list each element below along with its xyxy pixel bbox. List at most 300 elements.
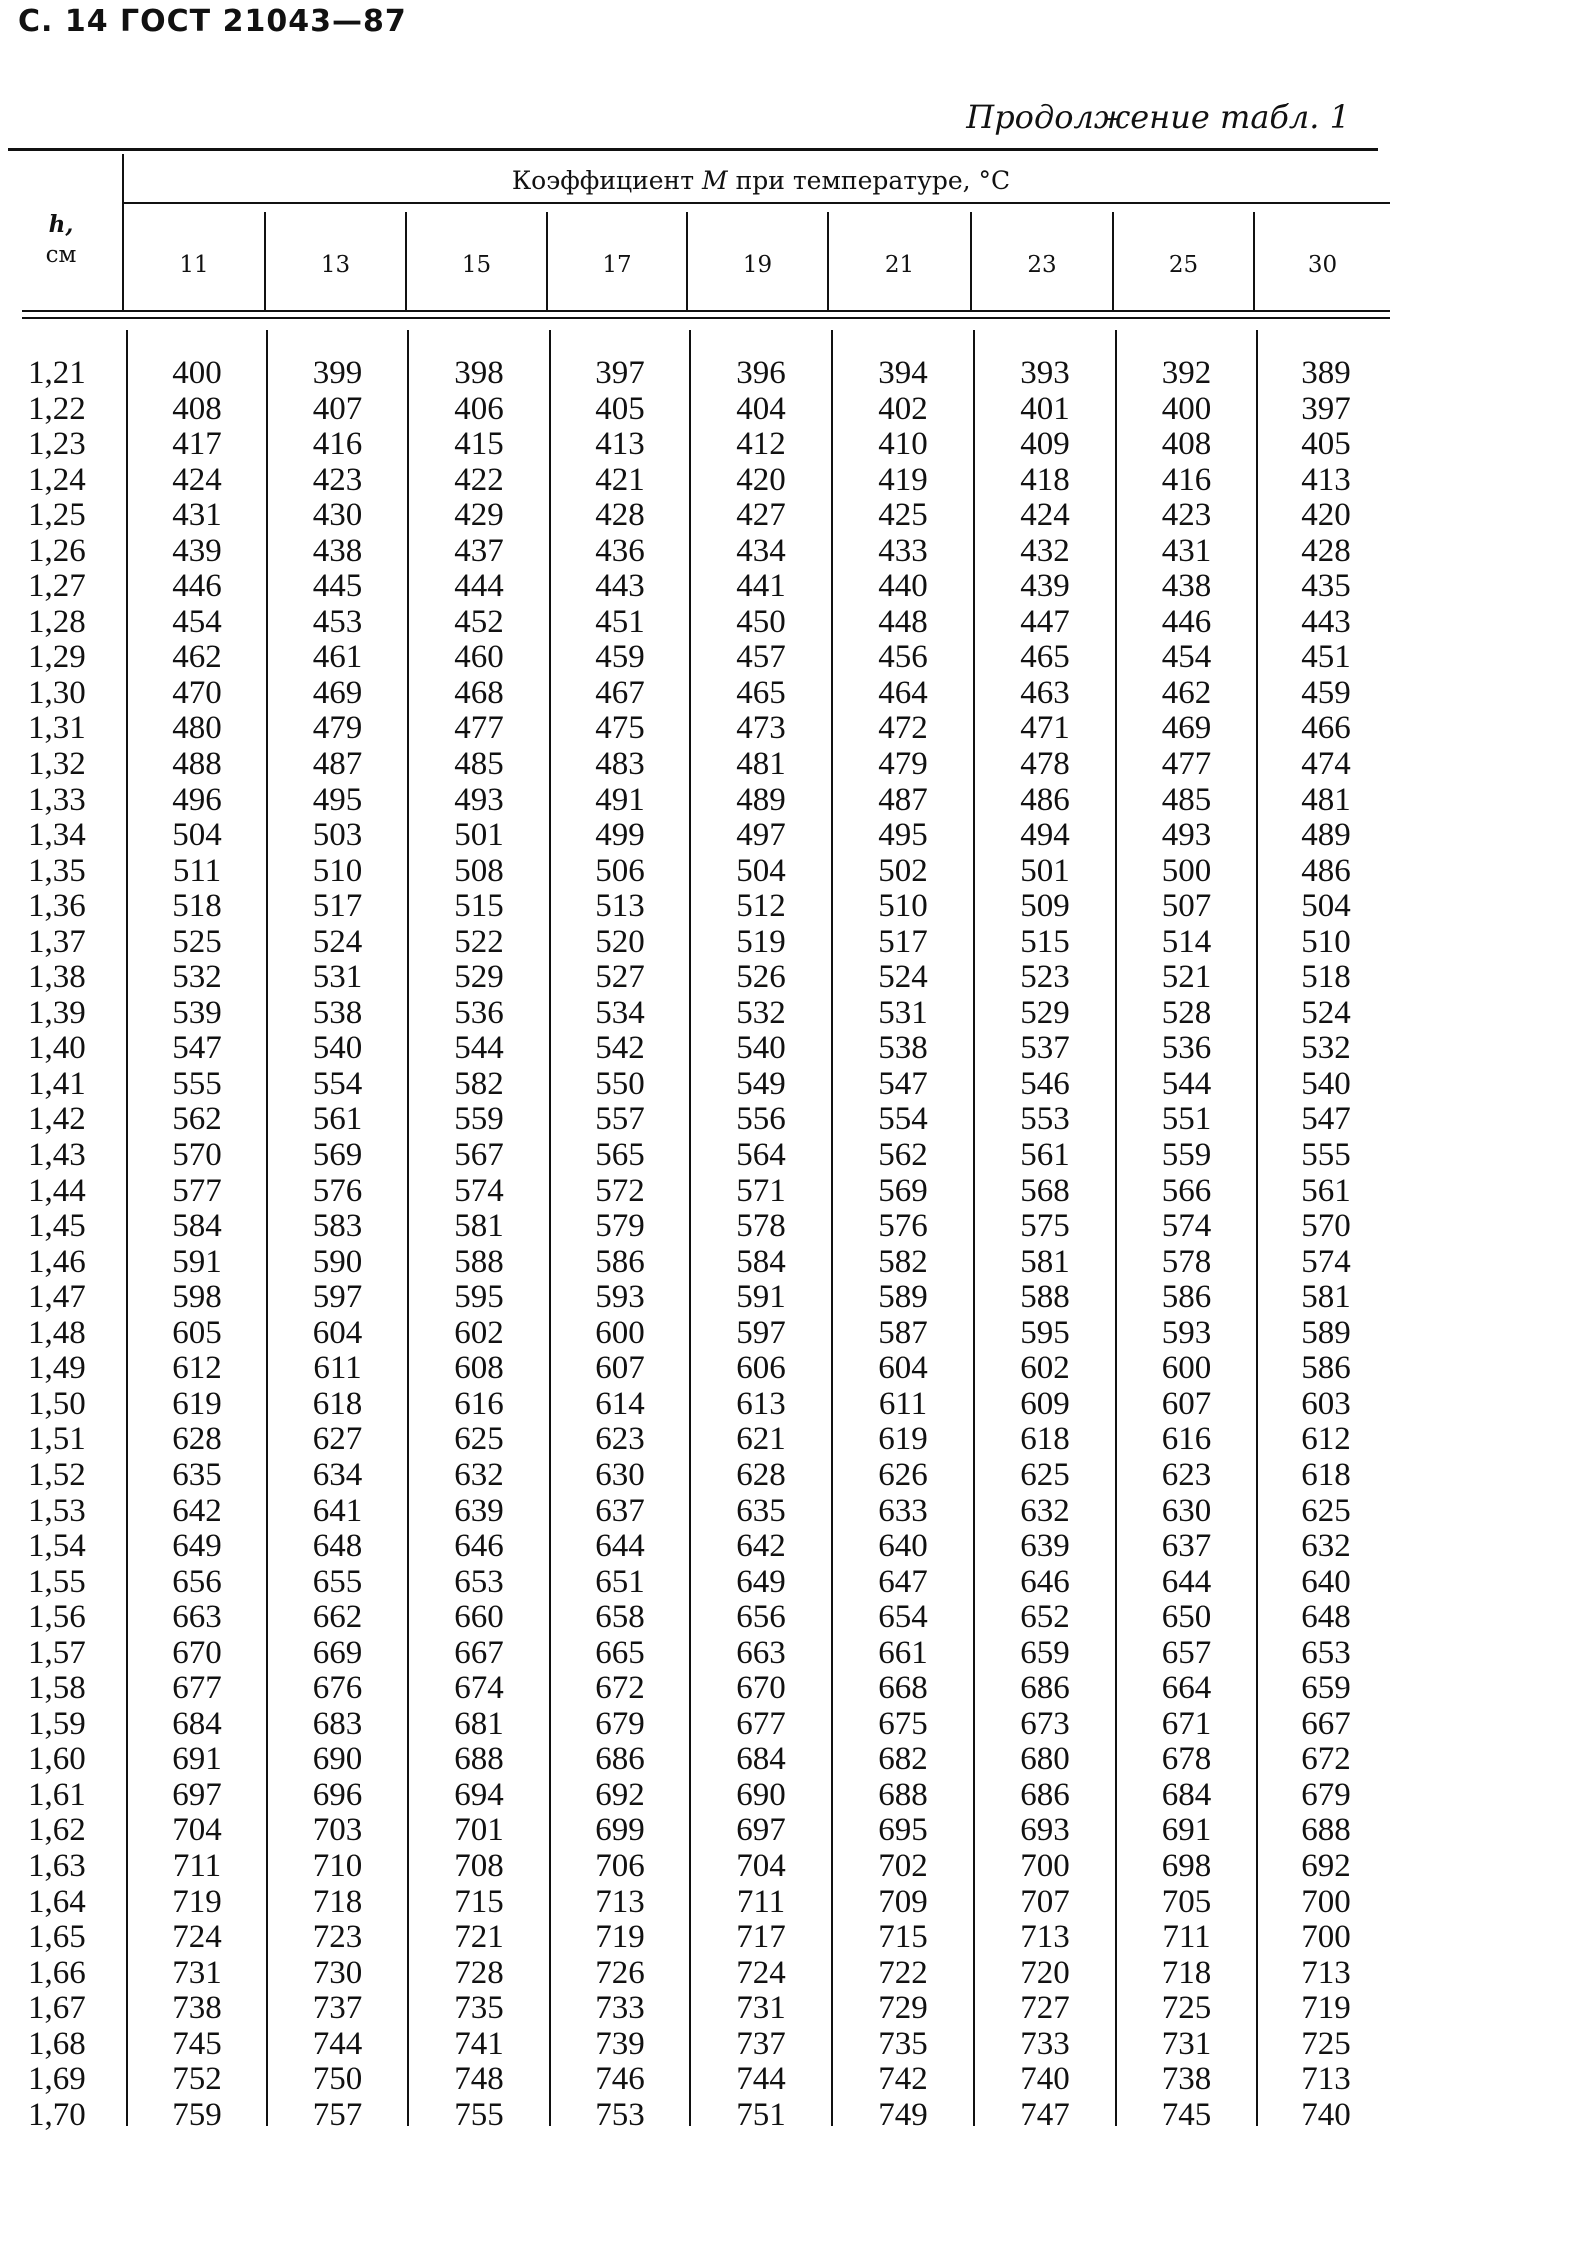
m-value-cell: 583 [312,1208,363,1245]
m-value-cell: 737 [736,2025,786,2062]
caption-prefix: Коэффициент [511,166,703,195]
m-value-cell: 559 [454,1101,504,1138]
m-value-cell: 589 [1301,1314,1351,1351]
m-value-cell: 509 [1020,888,1070,925]
m-value-cell: 715 [878,1919,928,1956]
m-value-cell: 739 [595,2025,645,2062]
m-value-cell: 527 [595,959,645,996]
m-value-cell: 439 [172,532,222,569]
m-value-cell: 745 [172,2025,222,2062]
m-value-cell: 501 [454,817,504,854]
m-value-cell: 526 [736,959,786,996]
m-value-cell: 528 [1161,994,1212,1031]
m-value-cell: 719 [595,1919,645,1956]
m-value-cell: 635 [172,1456,222,1493]
h-value-cell: 1,40 [28,1030,86,1067]
m-value-cell: 630 [1161,1492,1212,1529]
m-value-cell: 740 [1301,2096,1351,2133]
m-value-cell: 450 [736,603,786,640]
m-value-cell: 572 [595,1172,645,1209]
m-value-cell: 742 [878,2061,928,2098]
m-value-cell: 503 [312,817,363,854]
m-value-cell: 749 [878,2096,928,2133]
m-value-cell: 695 [878,1812,928,1849]
m-value-cell: 557 [595,1101,645,1138]
m-value-cell: 711 [1162,1919,1211,1956]
m-value-cell: 582 [878,1243,928,1280]
m-value-cell: 581 [1020,1243,1070,1280]
m-value-cell: 606 [736,1350,786,1387]
h-value-cell: 1,62 [28,1812,86,1849]
m-value-cell: 711 [172,1847,222,1884]
h-value-cell: 1,64 [28,1883,86,1920]
h-value-cell: 1,65 [28,1919,86,1956]
m-value-cell: 518 [172,888,222,925]
m-value-cell: 642 [172,1492,222,1529]
h-value-cell: 1,27 [28,568,86,605]
m-value-cell: 697 [736,1812,786,1849]
m-value-cell: 569 [312,1137,363,1174]
m-value-cell: 690 [312,1741,363,1778]
m-value-cell: 412 [736,426,786,463]
m-value-cell: 574 [1161,1208,1212,1245]
m-value-cell: 640 [878,1528,928,1565]
m-value-cell: 591 [736,1279,786,1316]
m-value-cell: 738 [172,1990,222,2027]
m-value-cell: 691 [1161,1812,1212,1849]
m-value-cell: 534 [595,994,645,1031]
m-value-cell: 637 [595,1492,645,1529]
m-value-cell: 637 [1161,1528,1212,1565]
m-value-cell: 464 [878,674,928,711]
m-value-cell: 649 [736,1563,786,1600]
m-value-cell: 510 [878,888,928,925]
m-value-cell: 446 [1161,603,1212,640]
m-value-cell: 459 [595,639,645,676]
h-value-cell: 1,58 [28,1670,86,1707]
h-value-cell: 1,33 [28,781,86,818]
m-value-cell: 519 [736,923,786,960]
m-value-cell: 660 [454,1599,504,1636]
m-value-cell: 717 [736,1919,786,1956]
table-continuation-label: Продолжение табл. 1 [966,98,1350,136]
m-value-cell: 477 [454,710,504,747]
m-value-cell: 744 [312,2025,363,2062]
h-value-cell: 1,53 [28,1492,86,1529]
h-value-cell: 1,23 [28,426,86,463]
m-value-cell: 424 [172,461,222,498]
m-value-cell: 676 [312,1670,363,1707]
m-value-cell: 587 [878,1314,928,1351]
m-value-cell: 708 [454,1847,504,1884]
m-value-cell: 422 [454,461,504,498]
m-value-cell: 688 [1301,1812,1351,1849]
m-value-cell: 488 [172,746,222,783]
m-value-cell: 524 [1301,994,1351,1031]
m-value-cell: 576 [312,1172,363,1209]
m-value-cell: 465 [1020,639,1070,676]
temperature-header: 21 [884,252,915,278]
m-value-cell: 575 [1020,1208,1070,1245]
m-value-cell: 540 [736,1030,786,1067]
m-value-cell: 729 [878,1990,928,2027]
m-value-cell: 448 [878,603,928,640]
h-value-cell: 1,26 [28,532,86,569]
m-value-cell: 713 [1301,1954,1351,1991]
m-value-cell: 410 [878,426,928,463]
h-value-cell: 1,30 [28,674,86,711]
m-value-cell: 549 [736,1065,786,1102]
m-value-cell: 540 [312,1030,363,1067]
m-value-cell: 413 [1301,461,1351,498]
m-values-column-19 [691,356,831,2133]
h-value-cell: 1,38 [28,959,86,996]
m-value-cell: 515 [454,888,504,925]
m-value-cell: 429 [454,497,504,534]
h-value-cell: 1,63 [28,1847,86,1884]
m-value-cell: 675 [878,1705,928,1742]
m-value-cell: 405 [595,390,645,427]
m-value-cell: 454 [172,603,222,640]
m-value-cell: 523 [1020,959,1070,996]
m-value-cell: 431 [1161,532,1212,569]
m-value-cell: 579 [595,1208,645,1245]
m-value-cell: 625 [1020,1456,1070,1493]
m-value-cell: 626 [878,1456,928,1493]
m-value-cell: 538 [878,1030,928,1067]
h-value-cell: 1,41 [28,1065,86,1102]
h-value-cell: 1,59 [28,1705,86,1742]
m-value-cell: 525 [172,923,222,960]
m-value-cell: 647 [878,1563,928,1600]
m-value-cell: 428 [595,497,645,534]
m-value-cell: 602 [1020,1350,1070,1387]
m-value-cell: 502 [878,852,928,889]
m-value-cell: 702 [878,1847,928,1884]
m-value-cell: 691 [172,1741,222,1778]
m-value-cell: 670 [172,1634,222,1671]
h-value-cell: 1,70 [28,2096,86,2133]
m-value-cell: 686 [595,1741,645,1778]
m-value-cell: 465 [736,674,786,711]
m-value-cell: 562 [878,1137,928,1174]
m-value-cell: 477 [1161,746,1212,783]
m-value-cell: 569 [878,1172,928,1209]
m-value-cell: 688 [878,1776,928,1813]
m-value-cell: 427 [736,497,786,534]
m-value-cell: 677 [172,1670,222,1707]
m-value-cell: 641 [312,1492,363,1529]
m-value-cell: 719 [172,1883,222,1920]
m-value-cell: 582 [454,1065,504,1102]
m-value-cell: 621 [736,1421,786,1458]
m-value-cell: 479 [312,710,363,747]
temperature-header: 30 [1307,252,1338,278]
m-value-cell: 741 [454,2025,504,2062]
m-value-cell: 536 [1161,1030,1212,1067]
m-value-cell: 692 [1301,1847,1351,1884]
temperature-header: 15 [461,252,492,278]
m-value-cell: 531 [878,994,928,1031]
m-value-cell: 521 [1161,959,1212,996]
m-value-cell: 648 [312,1528,363,1565]
m-value-cell: 735 [454,1990,504,2027]
h-value-cell: 1,37 [28,923,86,960]
m-value-cell: 700 [1020,1847,1070,1884]
m-value-cell: 664 [1161,1670,1212,1707]
m-value-cell: 497 [736,817,786,854]
m-value-cell: 407 [312,390,363,427]
m-value-cell: 581 [454,1208,504,1245]
m-value-cell: 494 [1020,817,1070,854]
m-value-cell: 510 [1301,923,1351,960]
m-value-cell: 748 [454,2061,504,2098]
m-value-cell: 667 [1301,1705,1351,1742]
m-value-cell: 633 [878,1492,928,1529]
m-values-column-30 [1258,356,1394,2133]
m-value-cell: 515 [1020,923,1070,960]
m-value-cell: 755 [454,2096,504,2133]
m-value-cell: 532 [1301,1030,1351,1067]
m-value-cell: 554 [878,1101,928,1138]
m-value-cell: 418 [1020,461,1070,498]
m-value-cell: 438 [312,532,363,569]
m-value-cell: 431 [172,497,222,534]
m-value-cell: 416 [1161,461,1212,498]
m-value-cell: 750 [312,2061,363,2098]
m-value-cell: 669 [312,1634,363,1671]
m-value-cell: 544 [454,1030,504,1067]
m-value-cell: 613 [736,1385,786,1422]
m-value-cell: 600 [595,1314,645,1351]
m-value-cell: 506 [595,852,645,889]
m-value-cell: 459 [1301,674,1351,711]
m-value-cell: 680 [1020,1741,1070,1778]
m-value-cell: 586 [595,1243,645,1280]
m-value-cell: 584 [736,1243,786,1280]
m-value-cell: 443 [1301,603,1351,640]
m-value-cell: 571 [736,1172,786,1209]
m-value-cell: 402 [878,390,928,427]
m-value-cell: 682 [878,1741,928,1778]
m-value-cell: 417 [172,426,222,463]
m-value-cell: 550 [595,1065,645,1102]
m-value-cell: 597 [312,1279,363,1316]
m-value-cell: 759 [172,2096,222,2133]
m-value-cell: 546 [1020,1065,1070,1102]
h-value-cell: 1,46 [28,1243,86,1280]
m-value-cell: 539 [172,994,222,1031]
temperature-header: 19 [742,252,773,278]
m-value-cell: 684 [172,1705,222,1742]
m-value-cell: 635 [736,1492,786,1529]
m-value-cell: 694 [454,1776,504,1813]
m-value-cell: 649 [172,1528,222,1565]
m-values-column-15 [409,356,549,2133]
m-value-cell: 586 [1301,1350,1351,1387]
h-column-separator [122,154,124,310]
m-value-cell: 495 [878,817,928,854]
m-value-cell: 460 [454,639,504,676]
m-value-cell: 472 [878,710,928,747]
m-value-cell: 562 [172,1101,222,1138]
m-value-cell: 406 [454,390,504,427]
m-value-cell: 710 [312,1847,363,1884]
m-value-cell: 485 [1161,781,1212,818]
m-value-cell: 713 [1020,1919,1070,1956]
m-value-cell: 584 [172,1208,222,1245]
m-values-column-11 [128,356,266,2133]
m-value-cell: 524 [878,959,928,996]
m-value-cell: 532 [736,994,786,1031]
m-value-cell: 564 [736,1137,786,1174]
m-value-cell: 493 [1161,817,1212,854]
m-value-cell: 659 [1020,1634,1070,1671]
m-value-cell: 698 [1161,1847,1212,1884]
m-value-cell: 731 [172,1954,222,1991]
m-value-cell: 574 [1301,1243,1351,1280]
m-value-cell: 607 [1161,1385,1212,1422]
m-value-cell: 436 [595,532,645,569]
m-value-cell: 589 [878,1279,928,1316]
m-value-cell: 547 [172,1030,222,1067]
m-value-cell: 483 [595,746,645,783]
m-value-cell: 656 [172,1563,222,1600]
m-value-cell: 424 [1020,497,1070,534]
m-value-cell: 578 [1161,1243,1212,1280]
m-value-cell: 623 [1161,1456,1212,1493]
m-value-cell: 595 [1020,1314,1070,1351]
m-value-cell: 654 [878,1599,928,1636]
h-value-cell: 1,45 [28,1208,86,1245]
m-value-cell: 704 [736,1847,786,1884]
m-value-cell: 658 [595,1599,645,1636]
m-value-cell: 504 [736,852,786,889]
m-value-cell: 532 [172,959,222,996]
m-value-cell: 478 [1020,746,1070,783]
table-top-rule [8,148,1378,151]
m-value-cell: 651 [595,1563,645,1600]
m-value-cell: 570 [1301,1208,1351,1245]
m-value-cell: 510 [312,852,363,889]
h-value-cell: 1,43 [28,1137,86,1174]
m-value-cell: 581 [1301,1279,1351,1316]
m-value-cell: 650 [1161,1599,1212,1636]
m-value-cell: 578 [736,1208,786,1245]
m-value-cell: 397 [595,355,645,391]
m-value-cell: 593 [595,1279,645,1316]
m-value-cell: 653 [1301,1634,1351,1671]
m-value-cell: 570 [172,1137,222,1174]
m-value-cell: 496 [172,781,222,818]
m-value-cell: 577 [172,1172,222,1209]
m-value-cell: 653 [454,1563,504,1600]
m-value-cell: 725 [1301,2025,1351,2062]
m-value-cell: 718 [1161,1954,1212,1991]
h-value-cell: 1,51 [28,1421,86,1458]
m-value-cell: 697 [172,1776,222,1813]
m-value-cell: 568 [1020,1172,1070,1209]
m-value-cell: 727 [1020,1990,1070,2027]
m-value-cell: 721 [454,1919,504,1956]
m-value-cell: 469 [312,674,363,711]
m-value-cell: 623 [595,1421,645,1458]
m-value-cell: 608 [454,1350,504,1387]
m-value-cell: 604 [878,1350,928,1387]
page-header: С. 14 ГОСТ 21043—87 [18,4,407,39]
m-value-cell: 566 [1161,1172,1212,1209]
m-value-cell: 393 [1020,355,1070,391]
m-value-cell: 644 [1161,1563,1212,1600]
m-value-cell: 434 [736,532,786,569]
m-value-cell: 489 [736,781,786,818]
m-value-cell: 632 [1301,1528,1351,1565]
m-value-cell: 588 [1020,1279,1070,1316]
header-rule-lower [22,317,1390,319]
m-value-cell: 466 [1301,710,1351,747]
m-value-cell: 576 [878,1208,928,1245]
m-value-cell: 661 [878,1634,928,1671]
h-value-cell: 1,42 [28,1101,86,1138]
m-value-cell: 409 [1020,426,1070,463]
m-value-cell: 590 [312,1243,363,1280]
m-value-cell: 706 [595,1847,645,1884]
m-value-cell: 692 [595,1776,645,1813]
m-value-cell: 440 [878,568,928,605]
m-value-cell: 646 [454,1528,504,1565]
m-value-cell: 517 [878,923,928,960]
m-value-cell: 612 [172,1350,222,1387]
m-value-cell: 508 [454,852,504,889]
m-value-cell: 396 [736,355,786,391]
m-value-cell: 468 [454,674,504,711]
m-value-cell: 445 [312,568,363,605]
m-value-cell: 686 [1020,1670,1070,1707]
m-value-cell: 722 [878,1954,928,1991]
m-value-cell: 667 [454,1634,504,1671]
m-value-cell: 625 [454,1421,504,1458]
m-value-cell: 634 [312,1456,363,1493]
m-value-cell: 462 [172,639,222,676]
m-value-cell: 740 [1020,2061,1070,2098]
h-value-cell: 1,22 [28,390,86,427]
m-value-cell: 452 [454,603,504,640]
m-value-cell: 665 [595,1634,645,1671]
m-value-cell: 588 [454,1243,504,1280]
m-value-cell: 437 [454,532,504,569]
m-value-cell: 401 [1020,390,1070,427]
m-value-cell: 600 [1161,1350,1212,1387]
m-value-cell: 441 [736,568,786,605]
m-value-cell: 398 [454,355,504,391]
m-value-cell: 456 [878,639,928,676]
m-value-cell: 686 [1020,1776,1070,1813]
m-value-cell: 531 [312,959,363,996]
m-value-cell: 744 [736,2061,786,2098]
m-value-cell: 724 [172,1919,222,1956]
m-value-cell: 475 [595,710,645,747]
m-value-cell: 520 [595,923,645,960]
m-value-cell: 481 [736,746,786,783]
m-values-column-21 [833,356,973,2133]
h-value-cell: 1,69 [28,2061,86,2098]
m-value-cell: 486 [1301,852,1351,889]
m-value-cell: 646 [1020,1563,1070,1600]
m-value-cell: 453 [312,603,363,640]
m-value-cell: 668 [878,1670,928,1707]
m-value-cell: 738 [1161,2061,1212,2098]
m-value-cell: 733 [595,1990,645,2027]
